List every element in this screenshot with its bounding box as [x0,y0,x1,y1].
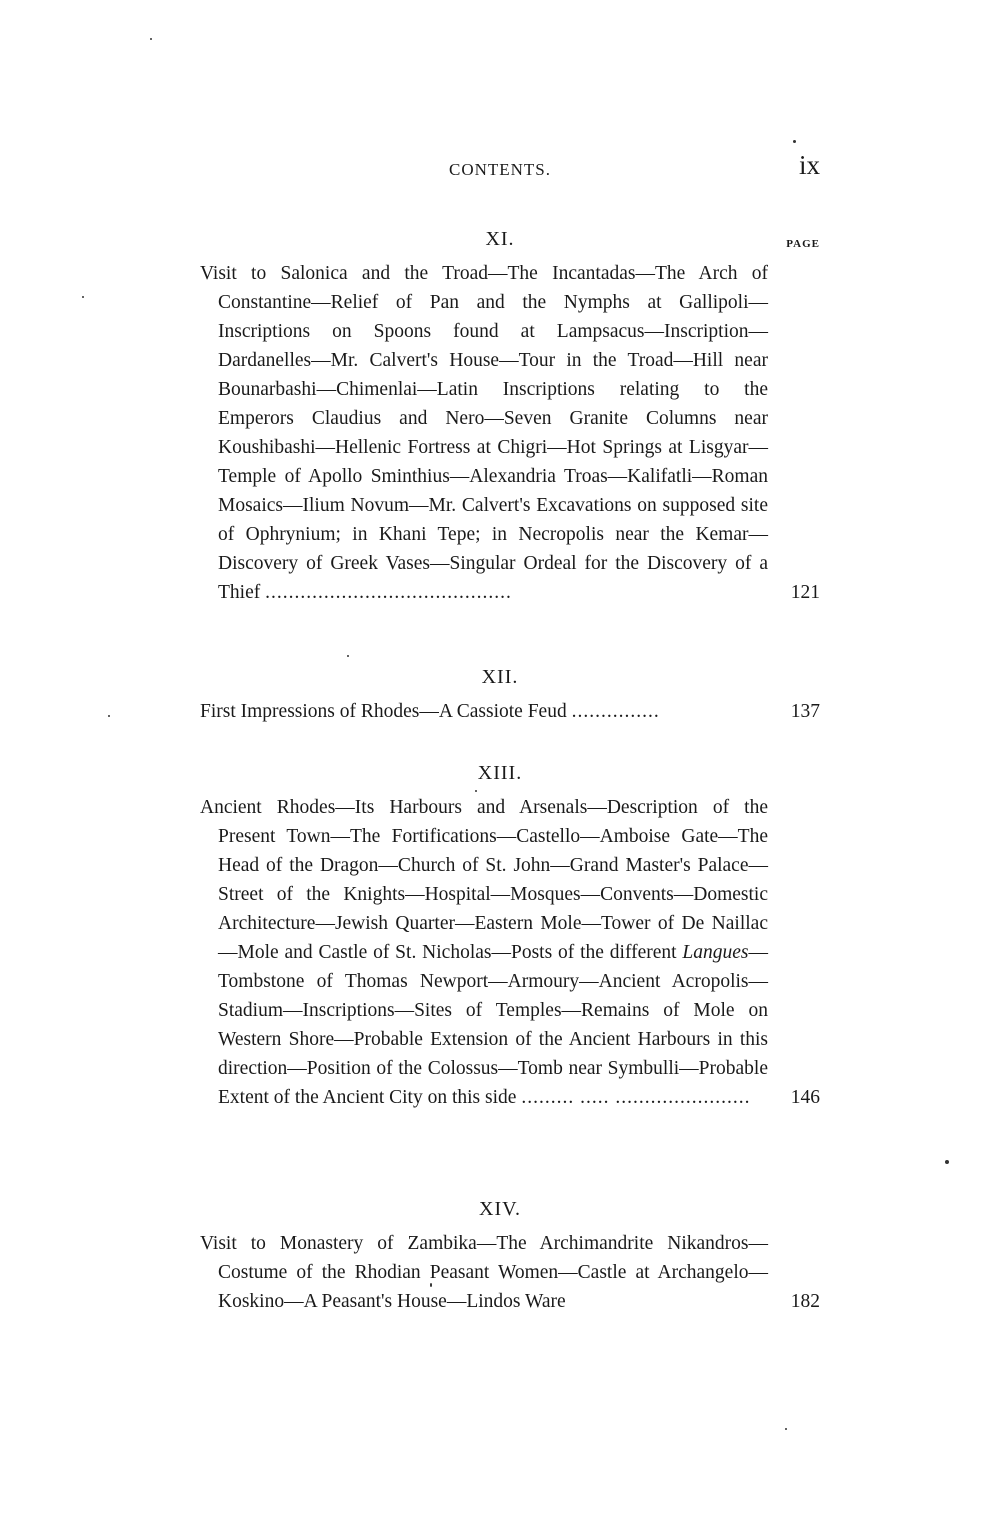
chapter-summary [200,259,820,607]
scan-speck [945,1160,949,1164]
chapter-numeral: XI. [485,228,515,250]
chapter-summary-text: Ancient Rhodes—Its Harbours and Arsenals—Description of the Present Town—The Fortifications—Castello—Amboise Gate—The Head of the Dragon—Church of St. John—Grand Master's Palace—Street of the Knights—Hospital—Mosques—Convents—Domestic Architecture—Jewish Quarter—Eastern Mole—Tower of De Naillac—Mole and Castle of St. Nicholas—Posts of the different [200,797,768,963]
chapter-summary-italic: Langues [682,942,749,963]
chapter-page-number: 146 [790,1087,820,1108]
page-number: ix [798,150,820,180]
chapter-summary [200,1229,820,1316]
scan-speck [82,296,84,298]
chapter-xi-entry [200,228,820,607]
chapter-summary-text: First Impressions of Rhodes—A Cassiote Feud [200,701,567,722]
chapter-summary [200,793,820,1112]
chapter-page-number: 121 [790,582,820,603]
chapter-summary-text: Visit to Salonica and the Troad—The Incantadas—The Arch of Constantine—Relief of Pan and the Nymphs at Gallipoli—Inscriptions on Spoons found at Lampsacus—Inscription—Dardanelles—Mr. Calvert's House—Tour in the Troad—Hill near Bounarbashi—Chimenlai—Latin Inscriptions relating to the Emperors Claudius and Nero—Seven Granite Columns near Koushibashi—Hellenic Fortress at Chigri—Hot Springs at Lisgyar—Temple of Apollo Sminthius—Alexandria Troas—Kalifatli—Roman Mosaics—Ilium Novum—Mr. Calvert's Excavations on supposed site of Ophrynium; in Khani Tepe; in Necropolis near the Kemar—Discovery of Greek Vases—Singular Ordeal for the Discovery of a Thief [200,263,768,603]
chapter-xiii-entry [200,762,820,1112]
chapter-numeral: XIII. [477,762,523,784]
dot-leader: ......... ..... ....................... [521,1087,751,1108]
running-head [200,150,820,190]
dot-leader: ............... [571,701,660,722]
chapter-page-number: 182 [790,1291,820,1312]
chapter-page-number: 137 [790,701,820,722]
page-column-label: PAGE [786,238,820,250]
running-title: CONTENTS. [448,160,552,179]
scan-speck [108,715,110,717]
chapter-summary-text: Visit to Monastery of Zambika—The Archimandrite Nikandros—Costume of the Rhodian Peasant Women—Castle at Archangelo—Koskino—A Peasant's House—Lindos Ware [200,1233,768,1312]
chapter-xiv-entry [200,1198,820,1316]
dot-leader: .......................................... [265,582,512,603]
chapter-numeral: XIV. [479,1198,521,1220]
scan-speck [785,1428,787,1430]
chapter-summary-text-continued: —Tombstone of Thomas Newport—Armoury—Ancient Acropolis—Stadium—Inscriptions—Sites of Temples—Remains of Mole on Western Shore—Probable Extension of the Ancient Harbours in this direction—Position of the Colossus—Tomb near Symbulli—Probable Extent of the Ancient City on this side [218,942,768,1108]
scan-speck [793,140,796,143]
chapter-summary [200,697,820,726]
scan-speck [347,655,349,657]
scan-speck [150,38,152,40]
chapter-numeral: XII. [481,666,519,688]
chapter-xii-entry [200,666,820,726]
